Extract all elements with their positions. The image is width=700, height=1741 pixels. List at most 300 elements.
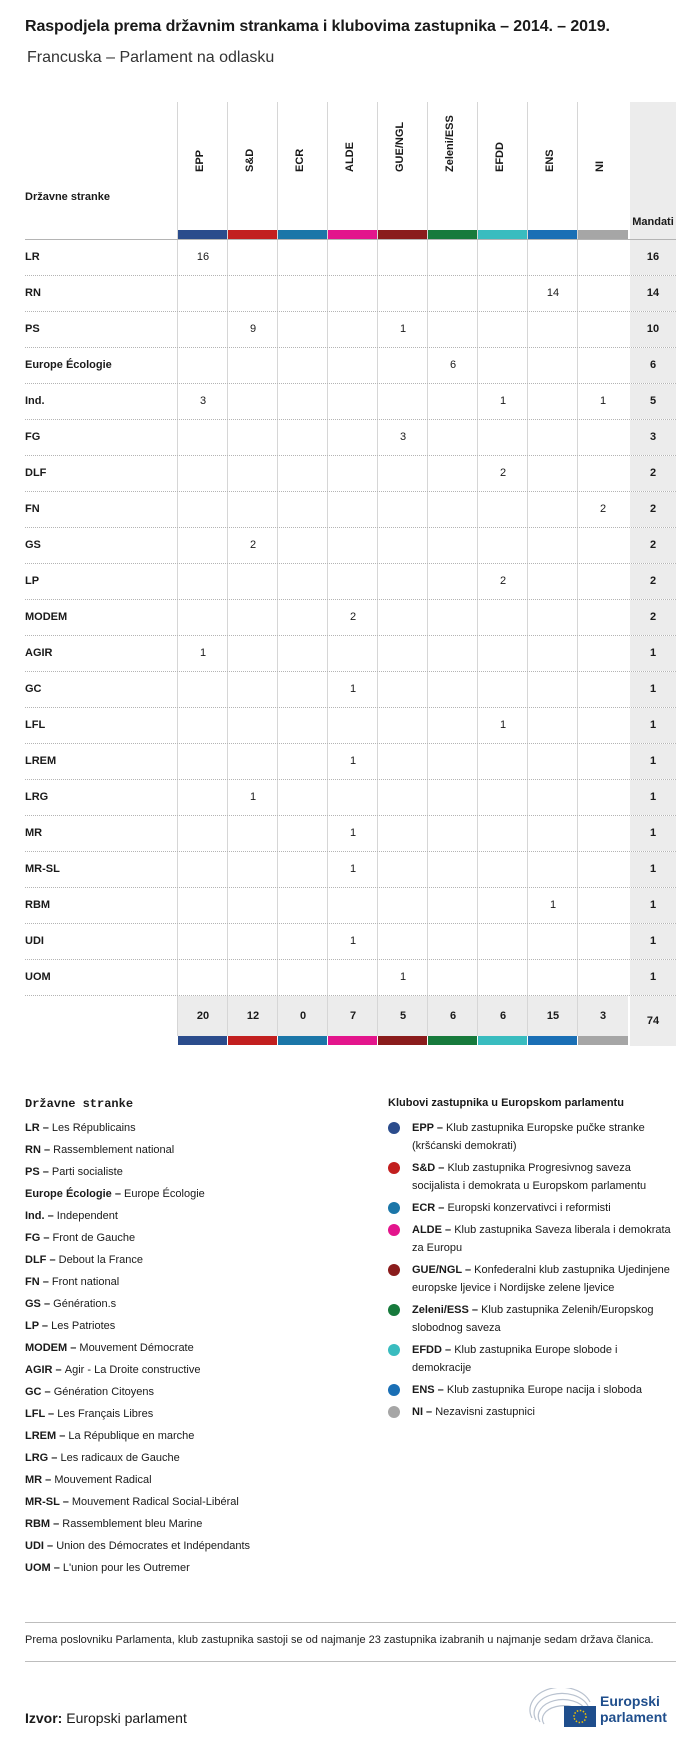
party-abbr: LREM	[25, 1430, 57, 1442]
group-name: Klub zastupnika Europske pučke stranke (kršćanski demokrati)	[412, 1122, 645, 1152]
group-color-bar	[227, 1036, 278, 1045]
table-cell	[427, 240, 478, 275]
table-cell	[177, 744, 228, 779]
party-abbr: MR-SL	[25, 1496, 60, 1508]
table-row	[25, 563, 676, 599]
party-name: Europe Écologie	[124, 1188, 205, 1200]
group-color-bar	[427, 1036, 478, 1045]
party-abbr: Europe Écologie	[25, 1188, 112, 1200]
group-color-bar	[527, 1036, 578, 1045]
group-legend-item: Zeleni/ESS – Klub zastupnika Zelenih/Europskog slobodnog saveza	[388, 1301, 678, 1337]
table-cell	[177, 924, 228, 959]
table-row	[25, 239, 676, 275]
table-cell: 1	[227, 780, 278, 815]
row-label: LFL	[25, 719, 46, 731]
group-color-dot-icon	[388, 1384, 400, 1396]
table-cell	[227, 816, 278, 851]
table-cell	[277, 348, 328, 383]
table-cell	[577, 348, 628, 383]
table-cell	[477, 420, 528, 455]
party-name: Les Français Libres	[57, 1408, 154, 1420]
group-color-bar	[328, 230, 378, 239]
table-cell	[427, 852, 478, 887]
row-total: 10	[630, 312, 676, 347]
party-abbr: GS	[25, 1298, 41, 1310]
row-total: 6	[630, 348, 676, 383]
table-cell	[277, 492, 328, 527]
row-total: 1	[630, 780, 676, 815]
party-legend-item: MODEM – Mouvement Démocrate	[25, 1342, 194, 1354]
table-cell	[327, 384, 378, 419]
table-cell	[577, 276, 628, 311]
table-cell: 1	[477, 384, 528, 419]
table-cell	[577, 240, 628, 275]
table-cell: 3	[377, 420, 428, 455]
group-abbr: GUE/NGL	[412, 1264, 462, 1276]
table-row	[25, 347, 676, 383]
ep-logo	[528, 1688, 678, 1732]
party-legend-item: DLF – Debout la France	[25, 1254, 144, 1266]
party-legend-title: Državne stranke	[25, 1097, 134, 1111]
party-abbr: LFL	[25, 1408, 45, 1420]
group-color-bar	[278, 230, 328, 239]
group-color-dot-icon	[388, 1122, 400, 1134]
table-cell	[577, 708, 628, 743]
column-header-label: ECR	[294, 148, 306, 172]
table-cell	[277, 780, 328, 815]
table-cell	[477, 924, 528, 959]
table-cell: 1	[327, 672, 378, 707]
table-cell	[427, 816, 478, 851]
party-legend-item: RBM – Rassemblement bleu Marine	[25, 1518, 203, 1530]
table-cell	[427, 708, 478, 743]
row-label: RBM	[25, 899, 51, 911]
table-row	[25, 743, 676, 779]
column-header-label: GUE/NGL	[394, 121, 406, 172]
party-name: Génération Citoyens	[53, 1386, 155, 1398]
group-legend-item: ECR – Europski konzervativci i reformisti	[388, 1199, 678, 1217]
party-legend-item: LR – Les Républicains	[25, 1122, 136, 1134]
column-header-label: Zeleni/ESS	[444, 115, 456, 172]
table-cell	[377, 276, 428, 311]
table-cell	[227, 636, 278, 671]
table-row	[25, 527, 676, 563]
table-cell	[577, 636, 628, 671]
group-legend-item: ALDE – Klub zastupnika Saveza liberala i demokrata za Europu	[388, 1221, 678, 1257]
table-cell	[177, 420, 228, 455]
party-legend-item: AGIR – Agir - La Droite constructive	[25, 1364, 201, 1376]
party-abbr: MODEM	[25, 1342, 68, 1354]
group-color-bar	[228, 230, 278, 239]
table-row	[25, 419, 676, 455]
table-cell	[527, 636, 578, 671]
page-title: Raspodjela prema državnim strankama i klubovima zastupnika – 2014. – 2019.	[25, 18, 610, 35]
table-cell	[577, 672, 628, 707]
table-cell	[177, 564, 228, 599]
table-cell: 1	[327, 852, 378, 887]
table-cell	[277, 960, 328, 995]
table-cell	[477, 960, 528, 995]
row-total: 2	[630, 528, 676, 563]
party-legend-item: Ind. – Independent	[25, 1210, 118, 1222]
table-cell	[427, 672, 478, 707]
party-legend-item: UDI – Union des Démocrates et Indépendants	[25, 1540, 251, 1552]
party-name: Union des Démocrates et Indépendants	[56, 1540, 251, 1552]
table-cell	[577, 888, 628, 923]
table-cell	[577, 528, 628, 563]
row-total: 1	[630, 960, 676, 995]
ep-emblem-icon	[528, 1688, 598, 1728]
party-name: Rassemblement bleu Marine	[62, 1518, 203, 1530]
table-cell	[427, 564, 478, 599]
table-body	[25, 239, 676, 995]
party-abbr: FG	[25, 1232, 41, 1244]
table-cell	[327, 564, 378, 599]
table-cell	[527, 924, 578, 959]
group-legend-item: GUE/NGL – Konfederalni klub zastupnika Ujedinjene europske ljevice i Nordijske zelene ljevice	[388, 1261, 678, 1297]
table-cell	[227, 492, 278, 527]
column-header-label: ENS	[544, 149, 556, 172]
table-cell	[177, 708, 228, 743]
table-cell	[277, 636, 328, 671]
table-cell	[477, 816, 528, 851]
party-abbr: LP	[25, 1320, 39, 1332]
table-cell	[177, 492, 228, 527]
table-cell	[327, 348, 378, 383]
group-color-bar	[578, 230, 628, 239]
party-legend	[25, 1097, 355, 1579]
table-cell	[327, 420, 378, 455]
table-cell	[277, 888, 328, 923]
party-legend-item: MR – Mouvement Radical	[25, 1474, 152, 1486]
row-header-label: Državne stranke	[25, 191, 110, 203]
table-cell	[227, 384, 278, 419]
row-label: LRG	[25, 791, 49, 803]
table-cell: 3	[177, 384, 228, 419]
party-name: Les Patriotes	[51, 1320, 116, 1332]
row-total: 2	[630, 600, 676, 635]
group-color-bar	[478, 230, 528, 239]
row-total: 1	[630, 924, 676, 959]
table-cell: 1	[477, 708, 528, 743]
table-cell	[427, 924, 478, 959]
row-total: 1	[630, 816, 676, 851]
row-total: 1	[630, 672, 676, 707]
table-cell	[277, 564, 328, 599]
table-cell	[527, 816, 578, 851]
table-cell	[527, 852, 578, 887]
table-cell	[177, 780, 228, 815]
table-cell	[277, 384, 328, 419]
table-cell	[577, 600, 628, 635]
table-cell	[177, 672, 228, 707]
party-name: Front de Gauche	[52, 1232, 136, 1244]
table-cell	[177, 456, 228, 491]
row-label: RN	[25, 287, 41, 299]
table-cell	[427, 636, 478, 671]
group-color-bar	[327, 1036, 378, 1045]
group-legend	[388, 1097, 678, 1425]
group-legend-item: ENS – Klub zastupnika Europe nacija i sloboda	[388, 1381, 678, 1399]
table-cell	[477, 348, 528, 383]
table-row	[25, 959, 676, 995]
column-header-efdd	[477, 102, 528, 239]
source-line	[25, 1710, 187, 1726]
table-cell	[327, 780, 378, 815]
table-row	[25, 455, 676, 491]
table-row	[25, 887, 676, 923]
table-header	[25, 102, 676, 239]
group-color-dot-icon	[388, 1406, 400, 1418]
source-value: Europski parlament	[66, 1710, 187, 1726]
column-header-label: EPP	[194, 149, 206, 172]
table-cell	[427, 744, 478, 779]
group-color-bar	[477, 1036, 528, 1045]
party-abbr: Ind.	[25, 1210, 45, 1222]
grand-total: 74	[630, 996, 676, 1046]
column-total: 0	[277, 996, 328, 1036]
table-cell	[377, 492, 428, 527]
table-cell	[177, 852, 228, 887]
column-total: 6	[477, 996, 528, 1036]
table-cell	[527, 420, 578, 455]
group-color-dot-icon	[388, 1162, 400, 1174]
party-abbr: PS	[25, 1166, 40, 1178]
source-label: Izvor:	[25, 1710, 63, 1726]
table-row	[25, 383, 676, 419]
table-cell	[377, 348, 428, 383]
table-cell	[477, 888, 528, 923]
column-total: 3	[577, 996, 628, 1036]
table-cell	[227, 672, 278, 707]
group-color-dot-icon	[388, 1224, 400, 1236]
table-cell	[277, 744, 328, 779]
table-cell	[277, 600, 328, 635]
group-color-bar	[178, 230, 228, 239]
table-cell	[527, 384, 578, 419]
table-cell	[527, 672, 578, 707]
table-cell	[277, 852, 328, 887]
row-total: 1	[630, 708, 676, 743]
row-label: MR-SL	[25, 863, 60, 875]
table-cell	[177, 276, 228, 311]
logo-text-line2: parlament	[600, 1709, 667, 1725]
table-cell: 16	[177, 240, 228, 275]
table-cell	[527, 780, 578, 815]
group-name: Klub zastupnika Saveza liberala i demokrata za Europu	[412, 1224, 671, 1254]
table-cell: 1	[177, 636, 228, 671]
party-legend-item: MR-SL – Mouvement Radical Social-Libéral	[25, 1496, 239, 1508]
group-color-bar	[377, 1036, 428, 1045]
table-cell	[227, 852, 278, 887]
table-cell	[577, 564, 628, 599]
column-header-label: ALDE	[344, 142, 356, 172]
table-cell	[577, 816, 628, 851]
table-cell	[327, 492, 378, 527]
group-abbr: ALDE	[412, 1224, 442, 1236]
row-label: MR	[25, 827, 43, 839]
column-header-alde	[327, 102, 378, 239]
column-total: 7	[327, 996, 378, 1036]
table-cell	[527, 528, 578, 563]
table-cell	[527, 240, 578, 275]
table-cell	[277, 312, 328, 347]
table-cell	[377, 636, 428, 671]
table-cell	[427, 312, 478, 347]
table-cell: 1	[377, 312, 428, 347]
column-header-guengl	[377, 102, 428, 239]
group-name: Klub zastupnika Zelenih/Europskog slobodnog saveza	[412, 1304, 654, 1334]
row-label: FG	[25, 431, 41, 443]
group-abbr: ECR	[412, 1202, 436, 1214]
party-legend-item: Europe Écologie – Europe Écologie	[25, 1188, 205, 1200]
table-cell	[177, 816, 228, 851]
party-abbr: RBM	[25, 1518, 51, 1530]
table-cell	[227, 888, 278, 923]
column-total: 6	[427, 996, 478, 1036]
table-cell	[227, 240, 278, 275]
row-label: Europe Écologie	[25, 359, 112, 371]
row-total: 5	[630, 384, 676, 419]
row-total: 14	[630, 276, 676, 311]
table-cell	[177, 528, 228, 563]
party-name: La République en marche	[68, 1430, 195, 1442]
table-cell: 2	[227, 528, 278, 563]
table-cell	[377, 240, 428, 275]
group-color-bar	[528, 230, 578, 239]
table-cell	[277, 240, 328, 275]
table-cell	[577, 420, 628, 455]
table-cell	[427, 420, 478, 455]
group-name: Klub zastupnika Progresivnog saveza socijalista i demokrata u Europskom parlamentu	[412, 1162, 647, 1192]
row-label: AGIR	[25, 647, 53, 659]
party-legend-item: FN – Front national	[25, 1276, 120, 1288]
group-abbr: ENS	[412, 1384, 435, 1396]
table-cell	[527, 312, 578, 347]
column-header-ecr	[277, 102, 328, 239]
table-cell: 2	[477, 564, 528, 599]
table-cell	[577, 960, 628, 995]
table-cell	[377, 780, 428, 815]
table-cell	[427, 276, 478, 311]
table-row	[25, 851, 676, 887]
table-cell	[377, 744, 428, 779]
table-cell	[477, 528, 528, 563]
group-legend-item: NI – Nezavisni zastupnici	[388, 1403, 678, 1421]
table-cell: 2	[327, 600, 378, 635]
group-abbr: EFDD	[412, 1344, 442, 1356]
table-cell	[477, 492, 528, 527]
table-cell	[227, 276, 278, 311]
table-cell	[177, 600, 228, 635]
group-legend-title: Klubovi zastupnika u Europskom parlamentu	[388, 1097, 624, 1109]
table-cell	[377, 600, 428, 635]
table-cell	[527, 456, 578, 491]
row-label: UDI	[25, 935, 44, 947]
table-cell	[377, 924, 428, 959]
row-label: Ind.	[25, 395, 45, 407]
group-abbr: NI	[412, 1406, 423, 1418]
table-cell	[527, 744, 578, 779]
table-cell	[427, 780, 478, 815]
table-cell: 1	[327, 816, 378, 851]
party-name: Agir - La Droite constructive	[64, 1364, 201, 1376]
table-cell	[477, 240, 528, 275]
row-label: MODEM	[25, 611, 68, 623]
table-cell	[377, 888, 428, 923]
row-label: GC	[25, 683, 42, 695]
table-cell	[577, 924, 628, 959]
party-legend-item: LFL – Les Français Libres	[25, 1408, 154, 1420]
table-cell	[527, 492, 578, 527]
row-total: 1	[630, 636, 676, 671]
row-label: DLF	[25, 467, 47, 479]
row-total: 3	[630, 420, 676, 455]
table-cell: 2	[577, 492, 628, 527]
party-name: Les radicaux de Gauche	[60, 1452, 180, 1464]
table-cell	[577, 744, 628, 779]
group-color-bar	[428, 230, 478, 239]
party-legend-item: UOM – L'union pour les Outremer	[25, 1562, 190, 1574]
table-cell	[277, 924, 328, 959]
group-name: Klub zastupnika Europe slobode i demokracije	[412, 1344, 618, 1374]
totals-row	[25, 995, 676, 1046]
table-cell	[477, 636, 528, 671]
page-subtitle: Francuska – Parlament na odlasku	[27, 49, 275, 66]
table-cell	[577, 312, 628, 347]
table-row	[25, 779, 676, 815]
table-cell	[577, 456, 628, 491]
table-cell	[327, 708, 378, 743]
table-cell	[227, 960, 278, 995]
row-total: 1	[630, 852, 676, 887]
row-label: LR	[25, 251, 40, 263]
column-header-label: NI	[594, 161, 606, 172]
table-cell	[377, 456, 428, 491]
row-total: 16	[630, 240, 676, 275]
table-cell	[477, 600, 528, 635]
row-label: LP	[25, 575, 40, 587]
party-name: Debout la France	[58, 1254, 144, 1266]
table-cell	[177, 348, 228, 383]
group-abbr: Zeleni/ESS	[412, 1304, 469, 1316]
party-abbr: RN	[25, 1144, 41, 1156]
column-header-label: EFDD	[494, 142, 506, 172]
row-total: 2	[630, 564, 676, 599]
table-cell: 9	[227, 312, 278, 347]
column-header-ni	[577, 102, 628, 239]
table-cell	[427, 888, 478, 923]
table-cell	[477, 780, 528, 815]
column-header-label: S&D	[244, 148, 256, 172]
party-abbr: LR	[25, 1122, 40, 1134]
table-cell	[427, 384, 478, 419]
table-cell: 14	[527, 276, 578, 311]
group-abbr: EPP	[412, 1122, 434, 1134]
party-abbr: MR	[25, 1474, 43, 1486]
mandates-table	[25, 102, 676, 1046]
group-color-bar	[277, 1036, 328, 1045]
table-cell	[277, 276, 328, 311]
table-cell	[377, 816, 428, 851]
table-cell	[527, 564, 578, 599]
party-name: Les Républicains	[51, 1122, 136, 1134]
group-name: Nezavisni zastupnici	[435, 1406, 535, 1418]
party-name: Mouvement Démocrate	[79, 1342, 194, 1354]
table-row	[25, 671, 676, 707]
table-cell	[527, 600, 578, 635]
table-cell	[377, 852, 428, 887]
